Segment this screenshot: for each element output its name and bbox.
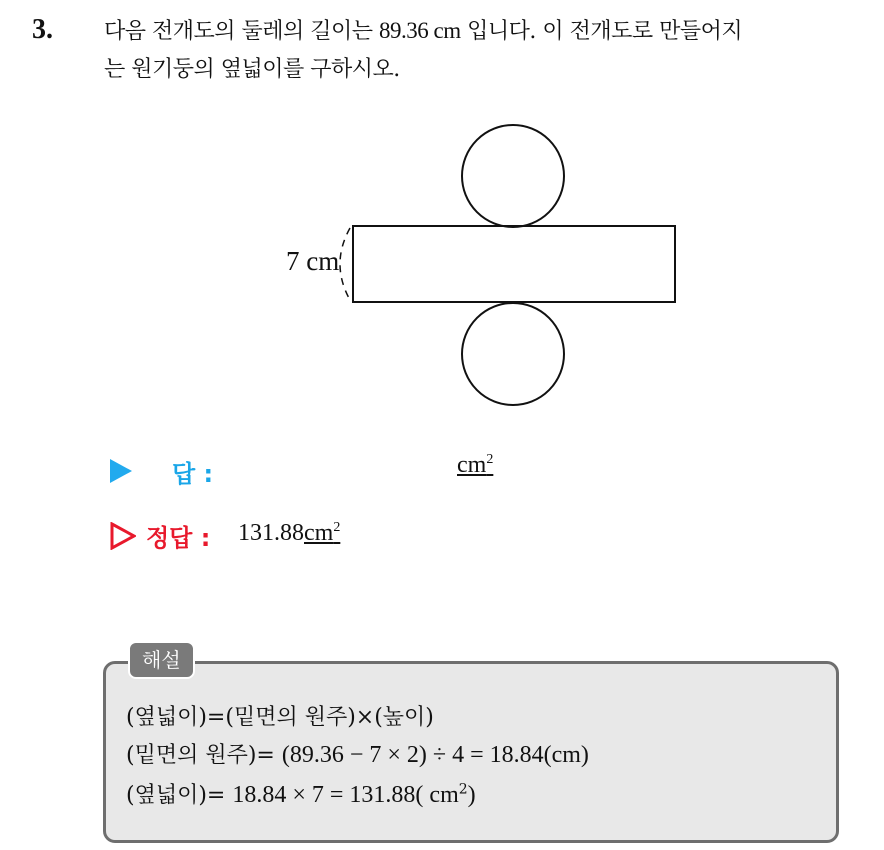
solution-line-2	[126, 738, 589, 769]
height-label: 7 cm	[286, 246, 340, 276]
outline-triangle-icon	[110, 522, 136, 550]
net-rectangle	[353, 226, 675, 302]
question-perimeter: 89.36 cm	[379, 18, 461, 43]
solution-line-3-end: )	[467, 782, 476, 808]
answer-label: 답 :	[172, 460, 214, 488]
solution-line-3-exp: 2	[458, 781, 468, 798]
solution-tab: 해설	[128, 641, 195, 679]
height-arc	[340, 228, 350, 300]
solution-line-2-expr: (89.36 − 7 × 2) ÷ 4 = 18.84(cm)	[281, 742, 589, 768]
top-circle	[462, 125, 564, 227]
correct-answer-label: 정답 :	[146, 524, 211, 552]
solution-line-3	[126, 778, 476, 809]
correct-answer-value	[238, 520, 340, 547]
correct-answer-unit	[304, 520, 340, 546]
question-text-pre: 다음 전개도의 둘레의 길이는	[104, 19, 379, 44]
correct-answer-row	[110, 516, 510, 556]
correct-unit-exp: 2	[333, 520, 341, 535]
question-number: 3.	[32, 14, 53, 45]
bottom-circle	[462, 303, 564, 405]
solution-line-2-label: (밑면의 원주)=	[126, 743, 282, 768]
correct-answer-number: 131.88	[238, 520, 304, 546]
question-text-post: 입니다. 이 전개도로 만들어지	[460, 19, 743, 44]
correct-unit-text: cm	[304, 520, 334, 546]
solution-line-3-expr: 18.84 × 7 = 131.88( cm	[232, 782, 459, 808]
question-text-line-2: 는 원기둥의 옆넓이를 구하시오.	[104, 57, 400, 82]
solution-line-3-label: (옆넓이)=	[126, 783, 233, 808]
answer-unit-text: cm	[457, 452, 487, 478]
solution-line-1: (옆넓이)=(밑면의 원주)×(높이)	[126, 705, 434, 730]
answer-unit	[457, 452, 493, 479]
solid-triangle-icon	[110, 459, 132, 483]
answer-unit-exp: 2	[486, 452, 494, 467]
